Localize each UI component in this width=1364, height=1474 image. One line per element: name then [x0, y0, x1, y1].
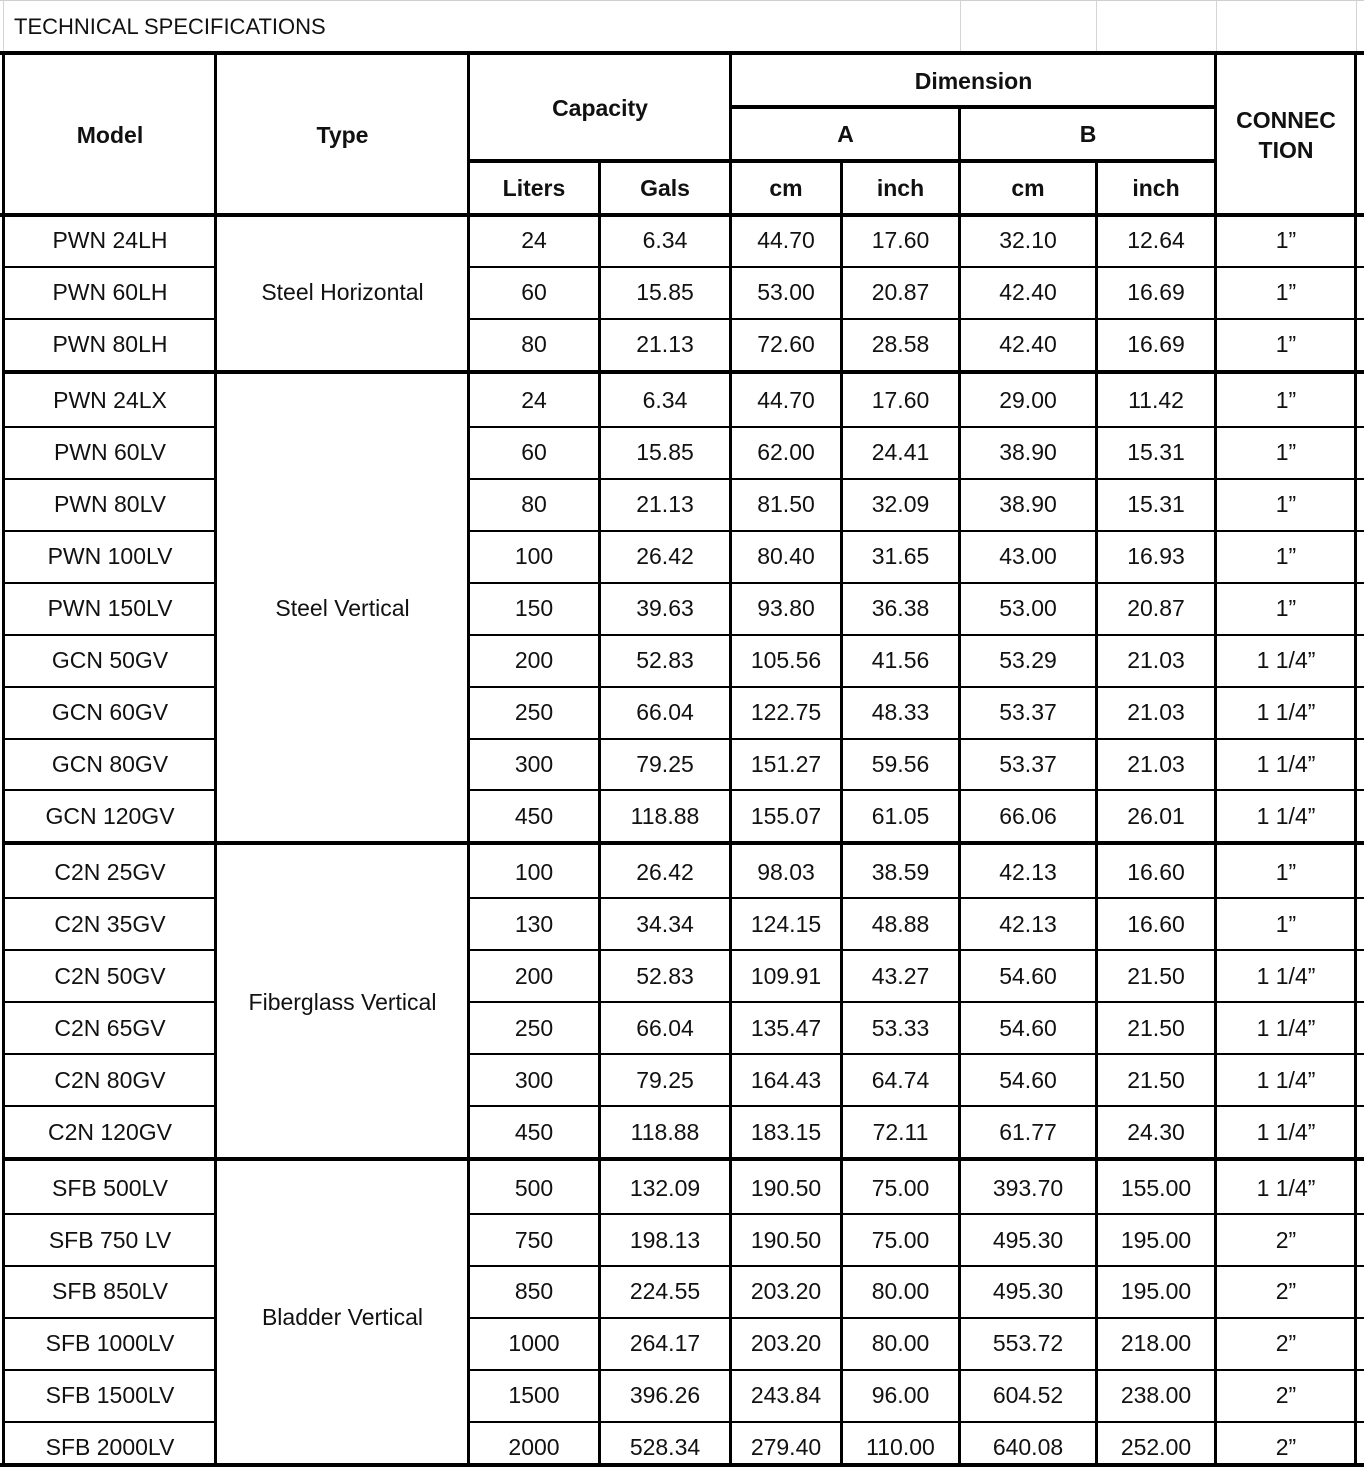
- cell-b-cm: 53.29: [999, 647, 1057, 674]
- cell-gals: 198.13: [629, 1226, 701, 1253]
- cell-b-cm: 54.60: [999, 1066, 1057, 1093]
- cell-liters: 100: [514, 543, 554, 570]
- cell-a-cm: 203.20: [750, 1330, 822, 1357]
- cell-b-inch: 12.64: [1127, 227, 1185, 254]
- cell-b-cm: 32.10: [999, 227, 1057, 254]
- cell-b-inch: 15.31: [1127, 491, 1185, 518]
- cell-a-inch: 36.38: [871, 595, 930, 622]
- cell-liters: 24: [521, 227, 547, 254]
- table-gridline: [4, 841, 1364, 845]
- table-gridline: [729, 53, 732, 1466]
- cell-connection: 2”: [1275, 1382, 1297, 1409]
- table-gridline: [467, 53, 470, 1466]
- table-gridline: [840, 161, 843, 1466]
- cell-a-inch: 75.00: [871, 1174, 930, 1201]
- header-dimension-b: B: [1079, 121, 1097, 147]
- cell-b-inch: 16.93: [1127, 543, 1185, 570]
- cell-b-cm: 42.13: [999, 910, 1057, 937]
- cell-liters: 300: [514, 750, 554, 777]
- cell-b-inch: 15.31: [1127, 439, 1185, 466]
- table-gridline: [4, 1157, 1364, 1161]
- cell-b-inch: 155.00: [1120, 1174, 1192, 1201]
- cell-a-cm: 81.50: [757, 491, 815, 518]
- cell-a-inch: 53.33: [871, 1014, 930, 1041]
- cell-a-inch: 80.00: [871, 1330, 930, 1357]
- cell-b-inch: 21.50: [1127, 1066, 1185, 1093]
- cell-a-inch: 75.00: [871, 1226, 930, 1253]
- cell-liters: 100: [514, 858, 554, 885]
- table-gridline: [4, 370, 1364, 374]
- cell-connection: 1 1/4”: [1256, 1174, 1316, 1201]
- cell-model: SFB 750 LV: [48, 1226, 172, 1253]
- header-capacity: Capacity: [552, 95, 648, 121]
- cell-connection: 1”: [1275, 331, 1297, 358]
- cell-a-inch: 96.00: [871, 1382, 930, 1409]
- cell-model: SFB 1000LV: [45, 1330, 175, 1357]
- cell-b-inch: 21.03: [1127, 699, 1185, 726]
- cell-model: C2N 25GV: [54, 858, 166, 885]
- cell-gals: 6.34: [642, 387, 688, 414]
- cell-model: PWN 24LH: [52, 227, 168, 254]
- cell-model: PWN 80LH: [52, 331, 168, 358]
- header-a-cm: cm: [769, 175, 803, 201]
- cell-b-cm: 54.60: [999, 962, 1057, 989]
- title-gridline: [3, 1, 4, 51]
- cell-liters: 250: [514, 699, 554, 726]
- cell-a-cm: 72.60: [757, 331, 815, 358]
- cell-gals: 26.42: [636, 858, 694, 885]
- cell-model: PWN 60LH: [52, 279, 168, 306]
- table-gridline: [731, 105, 1216, 109]
- cell-liters: 1000: [508, 1330, 560, 1357]
- header-connection: CONNEC TION: [1236, 107, 1336, 163]
- table-gridline: [1354, 53, 1357, 1466]
- header-type: Type: [316, 122, 369, 148]
- cell-a-cm: 164.43: [750, 1066, 822, 1093]
- cell-b-cm: 43.00: [999, 543, 1057, 570]
- cell-model: GCN 60GV: [51, 699, 169, 726]
- cell-b-cm: 38.90: [999, 439, 1057, 466]
- cell-model: PWN 150LV: [47, 595, 173, 622]
- cell-type: Bladder Vertical: [261, 1304, 424, 1331]
- cell-model: PWN 24LX: [53, 387, 167, 414]
- cell-a-inch: 61.05: [871, 802, 930, 829]
- cell-b-cm: 495.30: [992, 1278, 1064, 1305]
- cell-a-cm: 122.75: [750, 699, 822, 726]
- cell-a-cm: 243.84: [750, 1382, 822, 1409]
- cell-liters: 150: [514, 595, 554, 622]
- cell-connection: 2”: [1275, 1226, 1297, 1253]
- cell-liters: 2000: [508, 1434, 560, 1461]
- cell-connection: 1”: [1275, 279, 1297, 306]
- cell-b-inch: 195.00: [1120, 1278, 1192, 1305]
- cell-type: Steel Vertical: [275, 595, 410, 622]
- cell-a-cm: 135.47: [750, 1014, 822, 1041]
- cell-a-cm: 105.56: [750, 647, 822, 674]
- cell-model: PWN 80LV: [53, 491, 167, 518]
- cell-a-cm: 62.00: [757, 439, 815, 466]
- cell-b-inch: 16.69: [1127, 331, 1185, 358]
- cell-model: C2N 120GV: [47, 1118, 172, 1145]
- cell-b-inch: 11.42: [1128, 387, 1184, 414]
- cell-liters: 200: [514, 962, 554, 989]
- cell-a-inch: 24.41: [871, 439, 930, 466]
- cell-b-cm: 66.06: [999, 802, 1057, 829]
- cell-liters: 80: [521, 491, 547, 518]
- cell-liters: 300: [514, 1066, 554, 1093]
- cell-a-inch: 59.56: [871, 750, 930, 777]
- cell-gals: 66.04: [636, 699, 694, 726]
- cell-a-inch: 17.60: [871, 227, 930, 254]
- cell-model: SFB 500LV: [52, 1174, 168, 1201]
- cell-gals: 224.55: [629, 1278, 701, 1305]
- header-a-inch: inch: [876, 175, 925, 201]
- cell-connection: 1”: [1275, 910, 1297, 937]
- table-gridline: [1214, 53, 1217, 1466]
- header-model: Model: [76, 122, 144, 148]
- cell-a-inch: 28.58: [871, 331, 930, 358]
- table-gridline: [0, 1463, 1364, 1467]
- spec-table: [0, 52, 1364, 1470]
- title-gridline: [1356, 1, 1357, 51]
- cell-a-cm: 44.70: [757, 227, 815, 254]
- cell-a-cm: 183.15: [750, 1118, 822, 1145]
- cell-connection: 1”: [1275, 543, 1297, 570]
- cell-model: GCN 120GV: [45, 802, 175, 829]
- cell-liters: 450: [514, 802, 554, 829]
- cell-liters: 60: [521, 279, 547, 306]
- cell-b-cm: 61.77: [999, 1118, 1057, 1145]
- cell-liters: 24: [521, 387, 547, 414]
- cell-a-inch: 41.56: [871, 647, 930, 674]
- cell-gals: 118.88: [630, 802, 700, 829]
- cell-b-inch: 24.30: [1127, 1118, 1185, 1145]
- cell-a-inch: 32.09: [871, 491, 930, 518]
- cell-a-cm: 190.50: [750, 1174, 822, 1201]
- header-b-cm: cm: [1011, 175, 1045, 201]
- cell-connection: 1”: [1275, 491, 1297, 518]
- cell-gals: 15.85: [636, 439, 694, 466]
- cell-a-cm: 44.70: [757, 387, 815, 414]
- cell-b-inch: 16.60: [1127, 910, 1185, 937]
- cell-connection: 1 1/4”: [1256, 802, 1316, 829]
- cell-connection: 2”: [1275, 1330, 1297, 1357]
- cell-b-cm: 640.08: [992, 1434, 1064, 1461]
- cell-gals: 118.88: [630, 1118, 700, 1145]
- cell-a-inch: 64.74: [871, 1066, 930, 1093]
- header-gals: Gals: [640, 175, 690, 201]
- cell-a-inch: 72.11: [872, 1118, 929, 1145]
- cell-b-cm: 38.90: [999, 491, 1057, 518]
- cell-connection: 1 1/4”: [1256, 962, 1316, 989]
- cell-b-inch: 21.50: [1127, 962, 1185, 989]
- cell-a-inch: 110.00: [866, 1434, 935, 1461]
- cell-a-cm: 151.27: [750, 750, 822, 777]
- cell-gals: 15.85: [636, 279, 694, 306]
- cell-b-cm: 42.13: [999, 858, 1057, 885]
- cell-model: GCN 50GV: [51, 647, 169, 674]
- cell-b-cm: 53.37: [999, 699, 1057, 726]
- cell-liters: 450: [514, 1118, 554, 1145]
- cell-a-cm: 155.07: [750, 802, 822, 829]
- cell-connection: 1”: [1275, 227, 1297, 254]
- cell-b-cm: 42.40: [999, 279, 1057, 306]
- header-dimension-a: A: [837, 121, 854, 147]
- table-gridline: [2, 53, 5, 1466]
- cell-gals: 66.04: [636, 1014, 694, 1041]
- cell-model: GCN 80GV: [51, 750, 169, 777]
- cell-type: Steel Horizontal: [261, 279, 424, 306]
- cell-gals: 34.34: [636, 910, 694, 937]
- title-gridline: [1216, 1, 1217, 51]
- cell-connection: 1”: [1275, 595, 1297, 622]
- cell-a-cm: 124.15: [750, 910, 822, 937]
- cell-model: C2N 50GV: [54, 962, 166, 989]
- cell-gals: 6.34: [642, 227, 688, 254]
- cell-gals: 396.26: [629, 1382, 701, 1409]
- cell-gals: 528.34: [629, 1434, 701, 1461]
- cell-b-inch: 218.00: [1120, 1330, 1192, 1357]
- cell-b-cm: 29.00: [999, 387, 1057, 414]
- cell-connection: 1 1/4”: [1256, 647, 1316, 674]
- cell-connection: 1 1/4”: [1256, 750, 1316, 777]
- cell-connection: 1”: [1275, 439, 1297, 466]
- cell-liters: 60: [521, 439, 547, 466]
- cell-gals: 264.17: [629, 1330, 701, 1357]
- cell-b-inch: 20.87: [1127, 595, 1185, 622]
- cell-b-cm: 495.30: [992, 1226, 1064, 1253]
- cell-a-inch: 80.00: [871, 1278, 930, 1305]
- cell-b-cm: 53.00: [999, 595, 1057, 622]
- cell-liters: 750: [514, 1226, 554, 1253]
- title-gridline: [1096, 1, 1097, 51]
- cell-b-cm: 53.37: [999, 750, 1057, 777]
- cell-a-inch: 48.88: [871, 910, 930, 937]
- cell-model: SFB 2000LV: [45, 1434, 175, 1461]
- cell-a-inch: 38.59: [871, 858, 930, 885]
- cell-connection: 1 1/4”: [1256, 1014, 1316, 1041]
- cell-gals: 79.25: [636, 750, 694, 777]
- cell-b-inch: 16.60: [1127, 858, 1185, 885]
- cell-a-inch: 43.27: [871, 962, 930, 989]
- sheet-title-row: [0, 0, 1364, 52]
- cell-connection: 1”: [1275, 387, 1297, 414]
- table-gridline: [1095, 161, 1098, 1466]
- cell-model: PWN 100LV: [47, 543, 173, 570]
- cell-b-inch: 16.69: [1127, 279, 1185, 306]
- cell-b-inch: 26.01: [1127, 802, 1185, 829]
- cell-gals: 21.13: [636, 491, 694, 518]
- cell-gals: 21.13: [636, 331, 694, 358]
- cell-a-cm: 279.40: [750, 1434, 822, 1461]
- cell-gals: 79.25: [636, 1066, 694, 1093]
- table-gridline: [0, 51, 1364, 55]
- cell-b-cm: 553.72: [992, 1330, 1064, 1357]
- cell-a-cm: 53.00: [757, 279, 815, 306]
- table-gridline: [0, 213, 1364, 217]
- cell-b-inch: 195.00: [1120, 1226, 1192, 1253]
- header-liters: Liters: [502, 175, 566, 201]
- cell-a-inch: 48.33: [871, 699, 930, 726]
- cell-a-cm: 190.50: [750, 1226, 822, 1253]
- cell-b-inch: 252.00: [1120, 1434, 1192, 1461]
- cell-b-cm: 393.70: [992, 1174, 1064, 1201]
- cell-a-inch: 20.87: [871, 279, 930, 306]
- cell-b-inch: 21.03: [1127, 647, 1185, 674]
- cell-a-inch: 17.60: [871, 387, 930, 414]
- cell-gals: 132.09: [629, 1174, 701, 1201]
- cell-b-inch: 21.03: [1127, 750, 1185, 777]
- cell-a-cm: 93.80: [757, 595, 815, 622]
- cell-connection: 2”: [1275, 1434, 1297, 1461]
- cell-connection: 1”: [1275, 858, 1297, 885]
- cell-gals: 52.83: [636, 647, 694, 674]
- cell-b-inch: 21.50: [1127, 1014, 1185, 1041]
- table-gridline: [598, 161, 601, 1466]
- cell-connection: 1 1/4”: [1256, 1118, 1316, 1145]
- cell-a-cm: 98.03: [757, 858, 815, 885]
- header-b-inch: inch: [1132, 175, 1180, 201]
- table-gridline: [958, 107, 961, 1466]
- cell-type: Fiberglass Vertical: [248, 988, 437, 1015]
- cell-a-cm: 80.40: [757, 543, 815, 570]
- cell-model: C2N 65GV: [54, 1014, 166, 1041]
- cell-connection: 1 1/4”: [1256, 699, 1316, 726]
- cell-model: PWN 60LV: [53, 439, 167, 466]
- cell-model: SFB 1500LV: [45, 1382, 175, 1409]
- cell-connection: 1 1/4”: [1256, 1066, 1316, 1093]
- title-gridline: [960, 1, 961, 51]
- cell-model: C2N 80GV: [54, 1066, 166, 1093]
- cell-liters: 200: [514, 647, 554, 674]
- cell-connection: 2”: [1275, 1278, 1297, 1305]
- cell-a-inch: 31.65: [871, 543, 930, 570]
- cell-model: SFB 850LV: [52, 1278, 168, 1305]
- table-gridline: [214, 53, 217, 1466]
- cell-a-cm: 203.20: [750, 1278, 822, 1305]
- cell-liters: 80: [521, 331, 547, 358]
- cell-liters: 500: [514, 1174, 554, 1201]
- cell-liters: 1500: [508, 1382, 560, 1409]
- cell-b-cm: 42.40: [999, 331, 1057, 358]
- sheet-title: TECHNICAL SPECIFICATIONS: [14, 14, 326, 39]
- cell-a-cm: 109.91: [750, 962, 822, 989]
- cell-liters: 130: [514, 910, 554, 937]
- cell-b-cm: 54.60: [999, 1014, 1057, 1041]
- cell-liters: 850: [514, 1278, 554, 1305]
- cell-b-cm: 604.52: [992, 1382, 1064, 1409]
- cell-b-inch: 238.00: [1120, 1382, 1192, 1409]
- cell-gals: 52.83: [636, 962, 694, 989]
- cell-gals: 39.63: [636, 595, 694, 622]
- cell-gals: 26.42: [636, 543, 694, 570]
- header-dimension: Dimension: [914, 68, 1033, 94]
- cell-model: C2N 35GV: [54, 910, 166, 937]
- cell-liters: 250: [514, 1014, 554, 1041]
